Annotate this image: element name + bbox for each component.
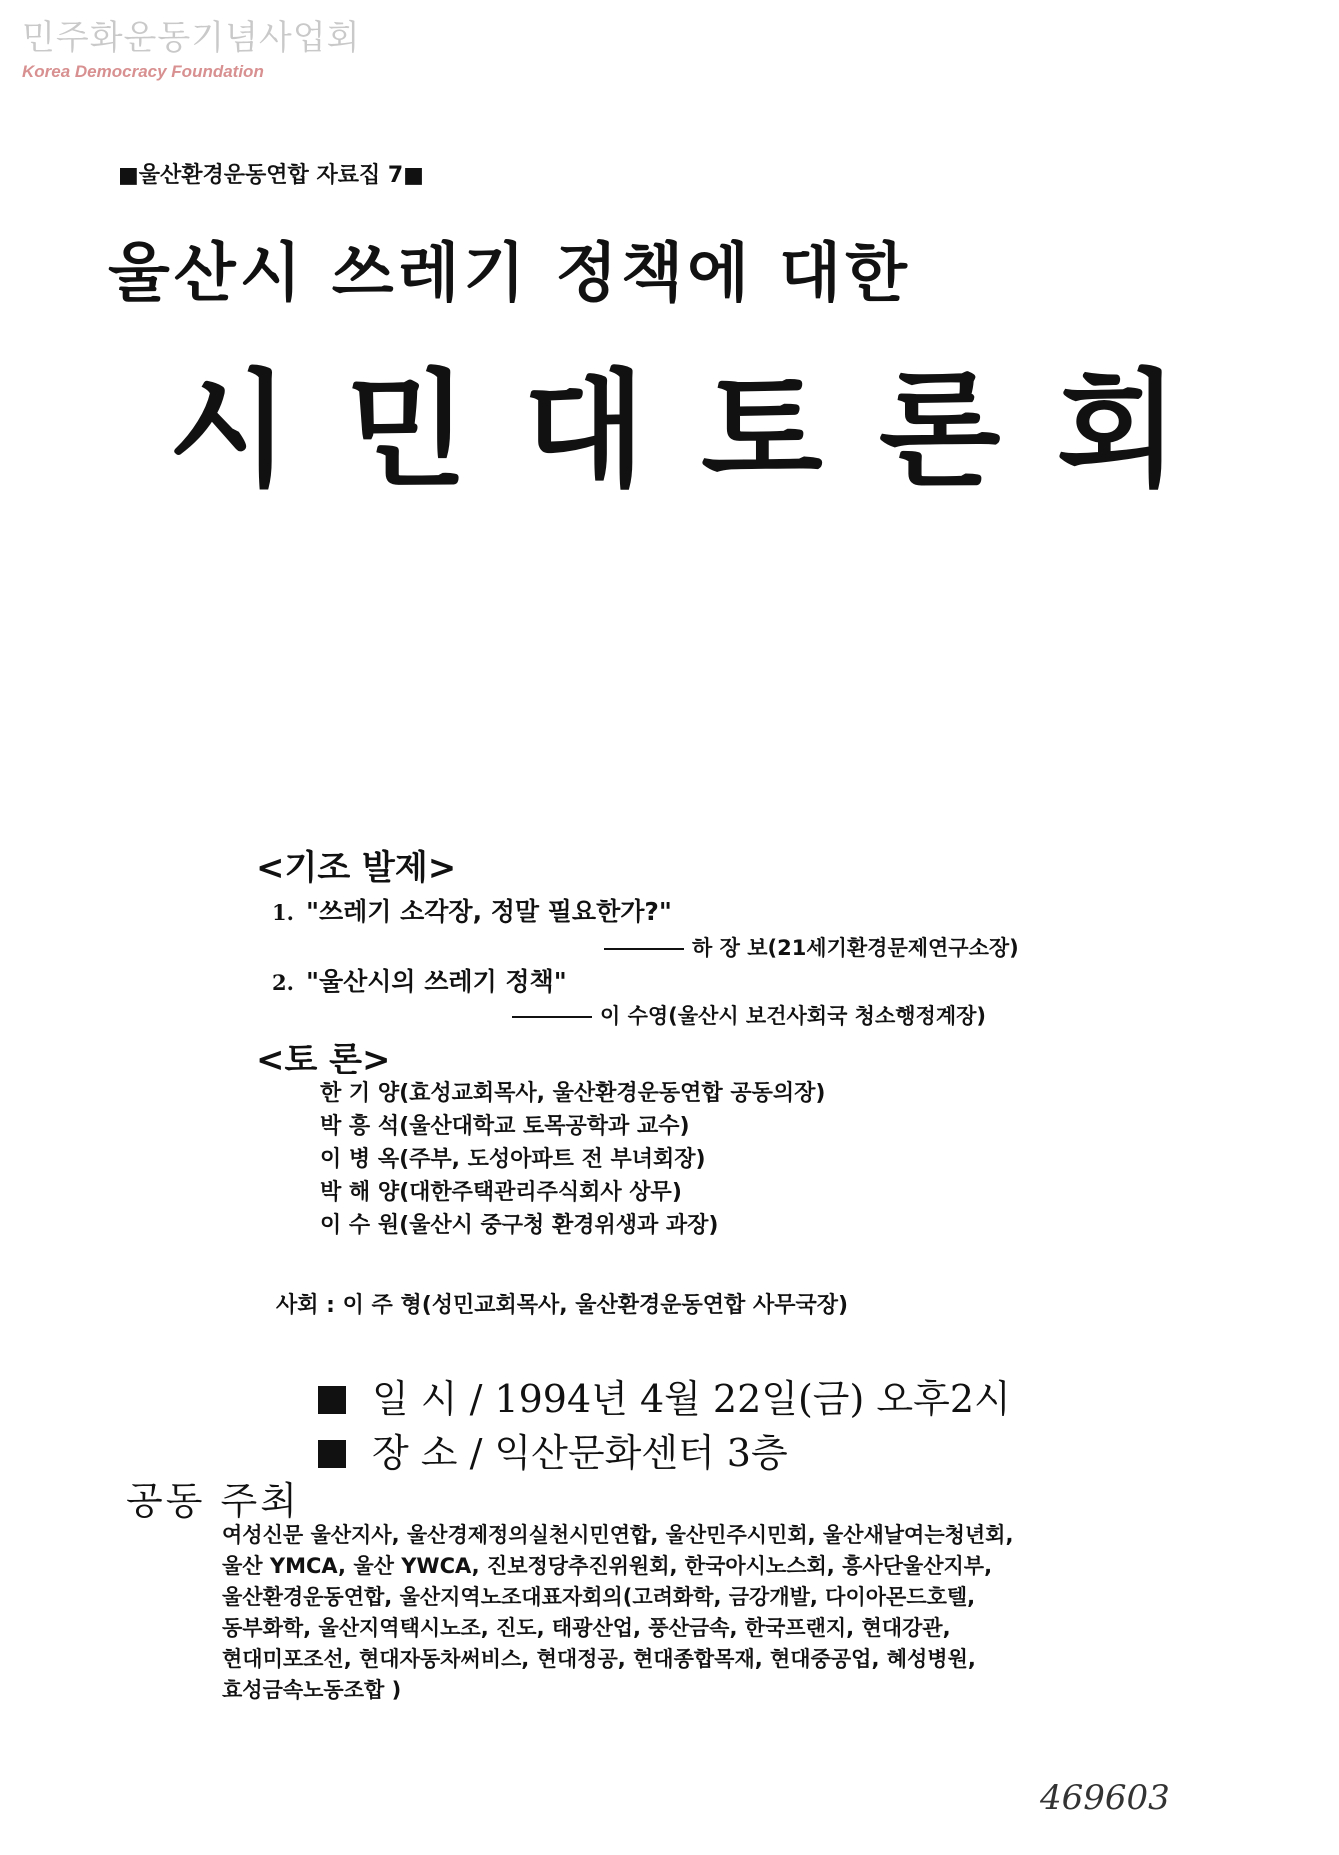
keynote-item-2-presenter-row [512,1000,986,1030]
panelist-3: 이 병 옥(주부, 도성아파트 전 부녀회장) [320,1147,706,1172]
title-line-1: 울산시 쓰레기 정책에 대한 [108,237,911,311]
keynote-item-1 [272,892,672,928]
cohost-line: 울산 YMCA, 울산 YWCA, 진보정당추진위원회, 한국아시노스회, 흥사단울산지부, [222,1554,993,1578]
keynote-item-2-presenter: 이 수영(울산시 보건사회국 청소행정계장) [600,1004,986,1028]
keynote-heading: <기조 발제> [256,848,457,888]
watermark-korean: 민주화운동기념사업회 [22,18,361,58]
keynote-item-1-number: 1. [272,900,294,925]
handwritten-number: 469603 [1040,1778,1170,1818]
watermark-english: Korea Democracy Foundation [22,62,264,81]
panelist-4: 박 해 양(대한주택관리주식회사 상무) [320,1180,682,1205]
series-label: ■울산환경운동연합 자료집 7■ [118,163,424,188]
discussion-heading: <토 론> [256,1040,391,1080]
dash-line [512,1016,592,1018]
dash-line [604,948,684,950]
moderator: 사회 : 이 주 형(성민교회목사, 울산환경운동연합 사무국장) [276,1293,849,1318]
cohost-line: 동부화학, 울산지역택시노조, 진도, 태광산업, 풍산금속, 한국프랜지, 현대강관, [222,1616,951,1640]
keynote-item-1-title: "쓰레기 소각장, 정말 필요한가?" [305,897,672,926]
cohost-list [222,1520,1013,1706]
panelist-list [320,1077,825,1242]
keynote-item-2-title: "울산시의 쓰레기 정책" [305,967,567,996]
panelist-1: 한 기 양(효성교회목사, 울산환경운동연합 공동의장) [320,1081,826,1106]
event-venue-row [318,1422,788,1477]
keynote-item-2-number: 2. [272,970,294,995]
panelist-2: 박 흥 석(울산대학교 토목공학과 교수) [320,1114,690,1139]
cohost-line: 여성신문 울산지사, 울산경제정의실천시민연합, 울산민주시민회, 울산새날여는청년회, [222,1523,1014,1547]
event-venue: 장 소 / 익산문화센터 3층 [372,1431,788,1475]
black-square-icon [318,1386,346,1414]
cohost-line: 현대미포조선, 현대자동차써비스, 현대정공, 현대종합목재, 현대중공업, 혜성병원, [222,1647,976,1671]
black-square-icon [318,1440,346,1468]
event-date: 일 시 / 1994년 4월 22일(금) 오후2시 [372,1377,1011,1421]
keynote-item-2 [272,962,567,998]
title-line-2: 시민대토론회 [168,357,1235,504]
keynote-item-1-presenter: 하 장 보(21세기환경문제연구소장) [692,936,1019,960]
keynote-item-1-presenter-row [604,932,1019,962]
event-date-row [318,1368,1011,1423]
cohost-line: 효성금속노동조합 ) [222,1678,402,1702]
cohost-heading: 공동 주최 [126,1479,300,1523]
panelist-5: 이 수 원(울산시 중구청 환경위생과 과장) [320,1213,719,1238]
watermark [22,18,360,82]
cohost-line: 울산환경운동연합, 울산지역노조대표자회의(고려화학, 금강개발, 다이아몬드호텔, [222,1585,976,1609]
